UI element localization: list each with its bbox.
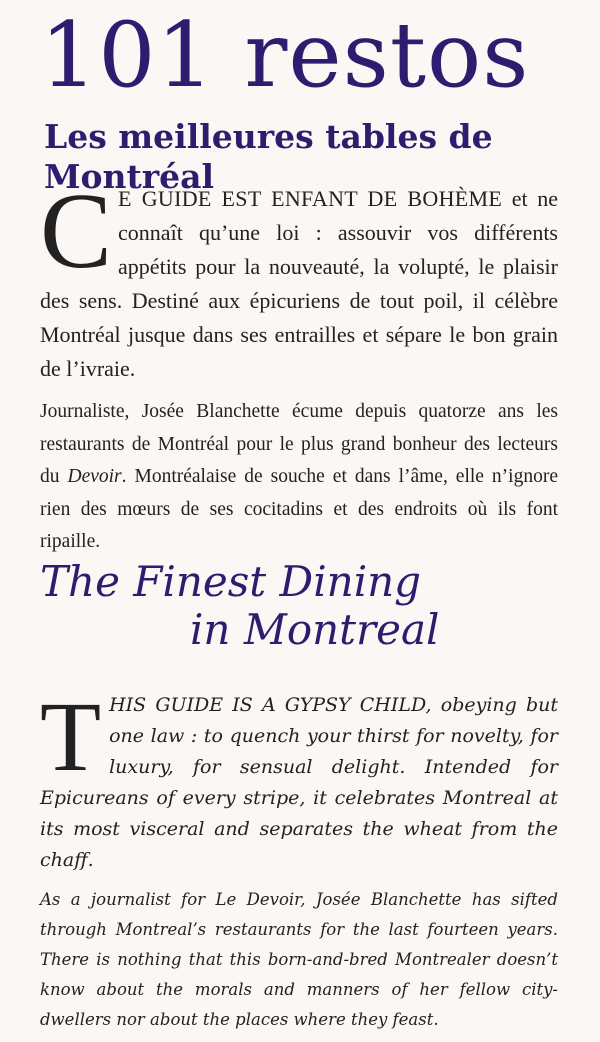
intro-text: obeying but one law : to quench your thirst for novelty, for luxury, for sensual delight. Intended for Epicureans of every stripe, it celebrates Montreal at its most visceral and separates the wheat from the chaff.	[40, 694, 559, 871]
book-subtitle: Les meilleures tables de Montréal	[44, 117, 493, 196]
drop-cap: T	[40, 681, 102, 792]
french-intro-paragraph	[40, 172, 558, 386]
book-title: 101 restos	[40, 3, 530, 108]
english-heading-line-2: in Montreal	[190, 605, 440, 654]
bio-text-end: . Montréalaise de souche et dans l’âme, elle n’ignore rien des mœurs de ses cocitadins et des endroits où ils font ripaille.	[40, 466, 558, 552]
drop-cap: C	[40, 172, 113, 291]
intro-lead-in: E GUIDE EST ENFANT DE BOHÈME	[118, 186, 503, 211]
english-author-bio: As a journalist for Le Devoir, Josée Blanchette has sifted through Montreal’s restaurants for the last fourteen years. There is nothing that this born-and-bred Montrealer doesn’t know about the morals and manners of her fellow city-dwellers nor about the places where they feast.	[40, 890, 558, 1029]
english-intro-paragraph	[40, 681, 559, 876]
intro-text: et ne connaît qu’une loi : assouvir vos différents appétits pour la nouveauté, la volupté, le plaisir des sens. Destiné aux épicuriens de tout poil, il célèbre Montréal jusque dans ses entrailles et sépare le bon grain de l’ivraie.	[40, 186, 558, 381]
bio-text-start: Journaliste, Josée Blanchette écume depuis quatorze ans les restaurants de Montréal pour le plus grand bonheur des lecteurs du	[40, 401, 558, 487]
english-heading-line-1: The Finest Dining	[40, 557, 422, 606]
intro-lead-in: HIS GUIDE IS A GYPSY CHILD,	[109, 694, 432, 716]
french-author-bio	[40, 396, 558, 559]
newspaper-name: Devoir	[67, 466, 122, 487]
english-heading	[40, 558, 570, 654]
